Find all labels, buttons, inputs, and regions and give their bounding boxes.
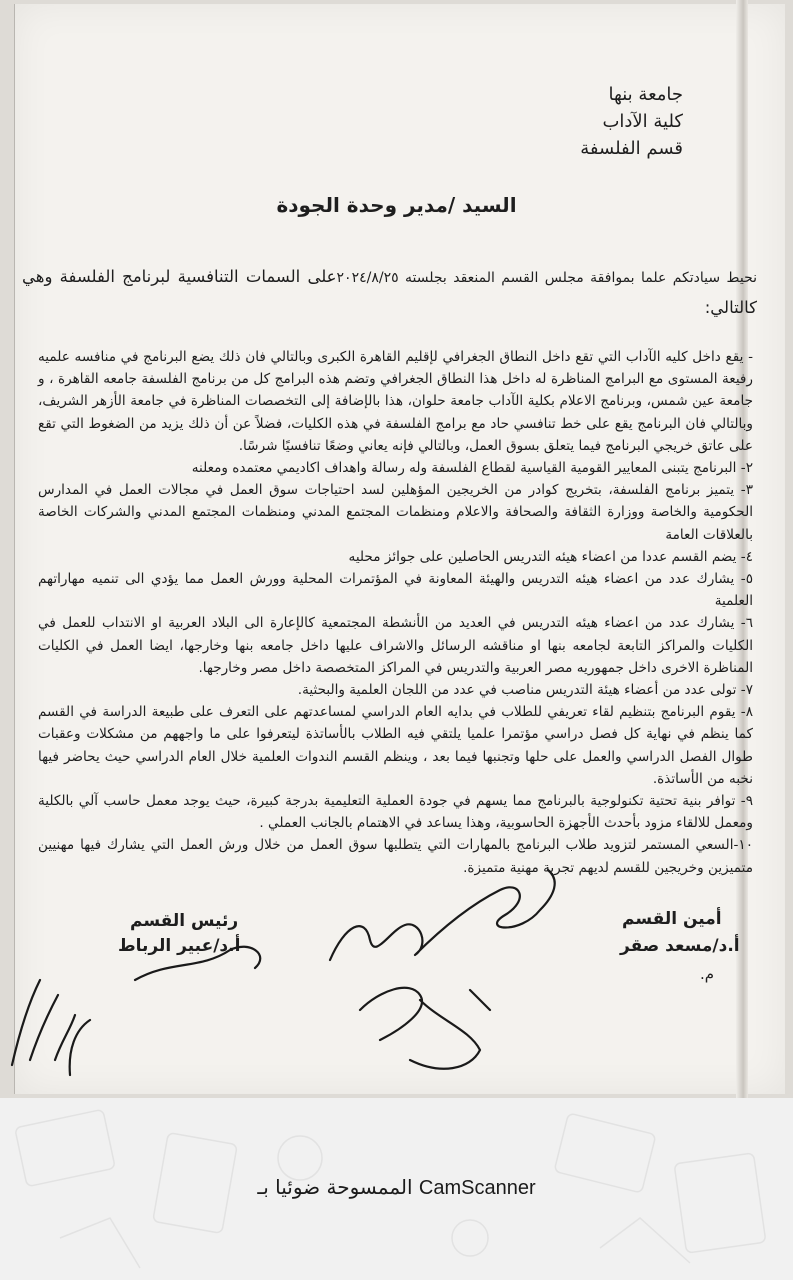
faculty-name: كلية الآداب	[602, 111, 683, 132]
features-list	[38, 346, 753, 879]
university-name: جامعة بنها	[608, 84, 683, 105]
feature-item: ٧- تولى عدد من أعضاء هيئة التدريس مناصب في عدد من اللجان العلمية والبحثية.	[297, 682, 753, 699]
feature-item: ٤- يضم القسم عددا من اعضاء هيئه التدريس الحاصلين على جوائز محليه	[348, 548, 753, 565]
department-secretary-name: أ.د/مسعد صقر	[620, 936, 740, 956]
feature-item: ١٠-السعي المستمر لتزويد طلاب البرنامج بالمهارات التي يتطلبها سوق العمل من خلال ورش العمل التي يشارك فيها مهنيين متميزين وخريجين للقسم لديهم تجربة مهنية متميزة.	[38, 837, 753, 876]
intro-paragraph	[22, 262, 757, 322]
salutation: السيد /مدير وحدة الجودة	[276, 193, 517, 217]
head-of-department-name: أ.د/عبير الرباط	[118, 936, 241, 956]
feature-item: ٦- يشارك عدد من اعضاء هيئه التدريس في العديد من الأنشطة المجتمعية كالإعارة الى البلاد العربية او الانتداب للعمل في الكليات والمراكز التابعة لجامعه بنها او مناقشه الرسائل والاشراف عليها داخل جامعه بنها وخارجها، ايضا العمل في الكليات المناظرة الاخرى داخل جمهوريه مصر العربية والتدريس في المراكز المتخصصة داخل مصر وخارجها.	[38, 615, 753, 676]
secretary-prefix: م.	[700, 965, 715, 983]
feature-item: ٥- يشارك عدد من اعضاء هيئه التدريس والهيئة المعاونة في المؤتمرات المحلية وورش العمل مما يؤدي الى تنميه مهاراتهم العلمية	[38, 571, 753, 610]
feature-item: ٨- يقوم البرنامج بتنظيم لقاء تعريفي للطلاب في بدايه العام الدراسي لمساعدتهم على التعرف على طبيعة الدراسة في القسم كما ينظم في نهاية كل فصل دراسي مؤتمرا علميا يلتقي فيه الطلاب بالأساتذة ليتعرفوا على ما واجههم من مشكلات وعقبات طوال الفصل الدراسي والعمل على حلها وتجنبها فيما بعد ، وينظم القسم الندوات العلمية خلال العام الدراسي حيث يحاضر فيها نخبه من الأساتذة.	[38, 704, 753, 787]
head-of-department-title: رئيس القسم	[130, 911, 239, 931]
intro-subject-text: على السمات التنافسية لبرنامج الفلسفة وهي كالتالي:	[22, 267, 757, 317]
department-name: قسم الفلسفة	[580, 138, 683, 159]
feature-item: - يقع داخل كليه الآداب التي تقع داخل النطاق الجغرافي لإقليم القاهرة الكبرى وبالتالي فان ذلك يضع البرنامج في منافسه علميه رفيعة المستوى مع البرامج المناظرة له داخل هذا النطاق الجغرافي وتضم هذه البرامج كل من برنامج الفلسفة جامعه القاهرة ، و جامعة عين شمس، وبرنامج الاعلام بكلية الآداب جامعة حلوان، هذا بالإضافة إلى التخصصات المناظرة في جامعة الأزهر الشريف، وبالتالي فان البرنامج يقع على خط تنافسي حاد مع برامج الفلسفة في هذه الكليات، فضلاً عن أن ذلك يزيد من الضغوط التي تقع على عاتق خريجي البرنامج فيما يتعلق بسوق العمل، وبالتالي فإنه يعاني وضعًا تنافسيًا شرسًا.	[38, 349, 753, 454]
intro-meeting-text: نحيط سيادتكم علما بموافقة مجلس القسم المنعقد بجلسته ٢٠٢٤/٨/٢٥	[336, 270, 758, 286]
camscanner-brand: CamScanner	[418, 1177, 536, 1199]
feature-item: ٢- البرنامج يتبنى المعايير القومية القياسية لقطاع الفلسفة وله رسالة واهداف اكاديمي معتمده ومعلنه	[191, 460, 753, 477]
department-secretary-title: أمين القسم	[622, 909, 722, 929]
feature-item: ٩- توافر بنية تحتية تكنولوجية بالبرنامج مما يسهم في جودة العملية التعليمية بدرجة كبيرة، حيث يوجد معمل حاسب آلي بالكلية ومعمل للالقاء مزود بأحدث الأجهزة الحاسوبية، وهذا يساعد في الاهتمام بالجانب العملي .	[38, 793, 753, 832]
scanned-with-text: الممسوحة ضوئيا بـ	[257, 1175, 413, 1199]
camscanner-label	[0, 1175, 793, 1200]
feature-item: ٣- يتميز برنامج الفلسفة، بتخريج كوادر من الخريجين المؤهلين لسد احتياجات سوق العمل في مجالات العمل في المدارس الحكومية والخاصة ووزارة الثقافة والصحافة والاعلام ومنظمات المجتمع المدني ومنظمات المجتمع المدني والشركات الخاصة بالعلاقات العامة	[38, 482, 753, 543]
